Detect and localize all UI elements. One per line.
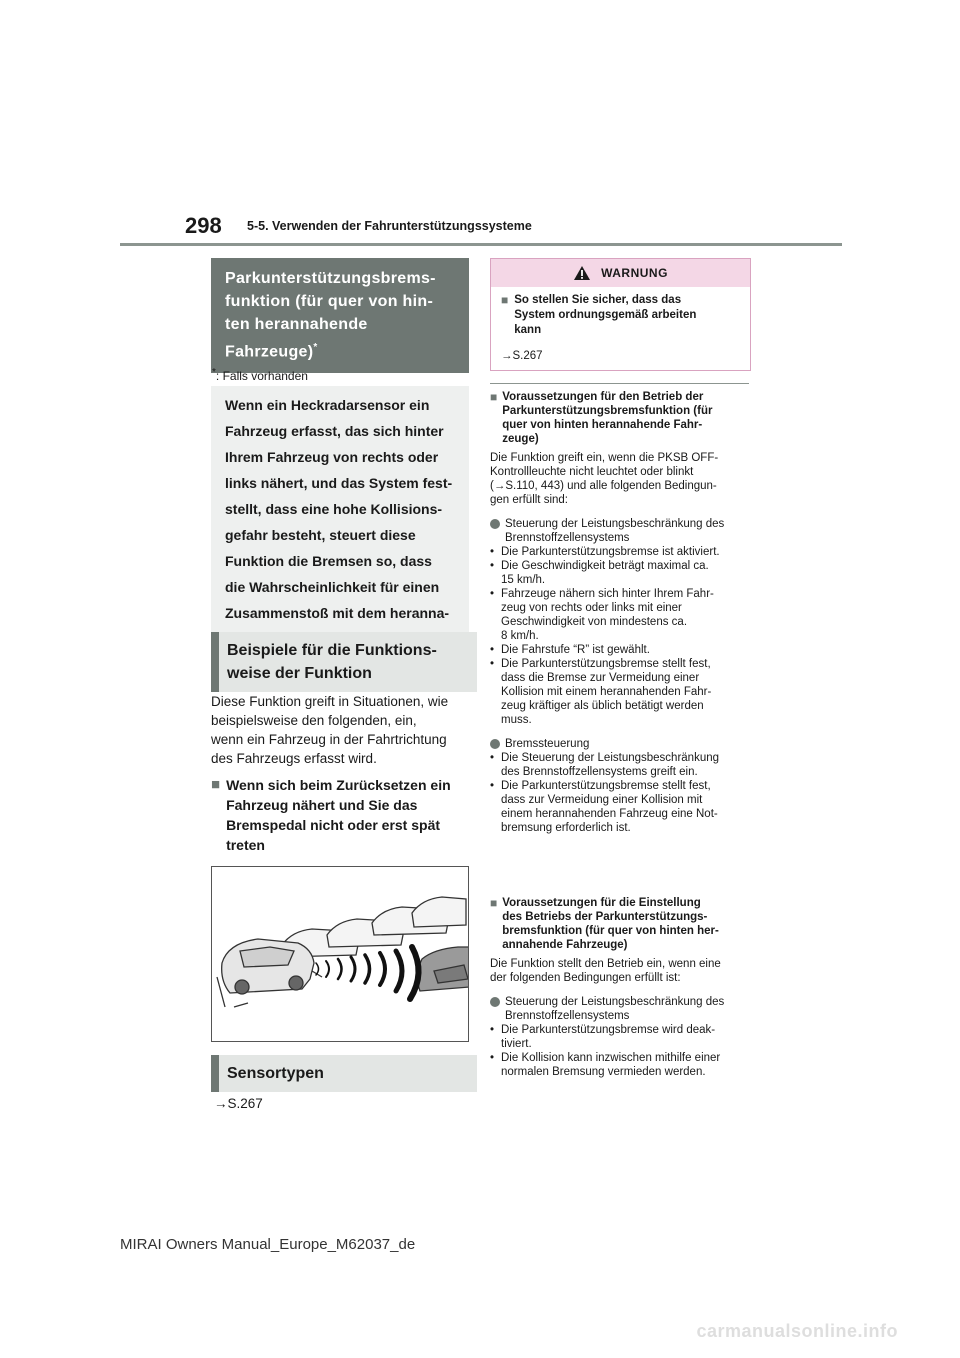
list-item: • Die Fahrstufe “R” ist gewählt. (490, 644, 650, 656)
reversing-subheading: ■ Wenn sich beim Zurücksetzen ein Fahrzeug nähert und Sie das Bremspedal nicht oder erst spät treten (211, 776, 451, 853)
cancel-conditions-heading: ■ Voraussetzungen für die Einstellung des Betriebs der Parkunterstützungs- bremsfunktion (für quer von hinten her- annahende Fahrzeuge) (490, 896, 719, 951)
cancel-conditions-intro: Die Funktion stellt den Betrieb ein, wenn eine der folgenden Bedingungen erfüllt ist: (490, 958, 721, 984)
summary-box: Wenn ein Heckradarsensor ein Fahrzeug erfasst, das sich hinter Ihrem Fahrzeug von rechts oder links nähert, und das System fest- stellt, dass eine hohe Kollisions- gefahr besteht, steuert diese Funktion die Bremsen so, dass die Wahrscheinlichkeit für einen Zusammenstoß mit dem heranna- (211, 386, 469, 660)
footer-manual-id: MIRAI Owners Manual_Europe_M62037_de (120, 1236, 416, 1253)
list-item: • Die Kollision kann inzwischen mithilfe einer normalen Bremsung vermieden werden. (490, 1052, 721, 1078)
condition-list (490, 545, 750, 727)
main-heading-line: Parkunterstützungsbrems- (225, 270, 436, 287)
cancel-conditions (490, 896, 750, 1079)
brake-control-list (490, 751, 750, 835)
header-rule (120, 243, 842, 246)
cancel-condition-list (490, 1023, 750, 1079)
main-heading-line: funktion (für quer von hin- (225, 293, 434, 310)
warning-item: ■ So stellen Sie sicher, dass das System ordnungsgemäß arbeiten kann (501, 293, 697, 336)
square-bullet-icon: ■ (211, 776, 221, 793)
watermark: carmanualsonline.info (696, 1321, 898, 1341)
square-bullet-icon: ■ (490, 390, 498, 404)
main-heading-line: Fahrzeuge)* (225, 342, 318, 361)
warning-header (491, 259, 750, 287)
square-bullet-icon: ■ (490, 896, 498, 910)
list-item: • Die Steuerung der Leistungsbeschränkung des Brennstoffzellensystems greift ein. (490, 752, 720, 778)
operation-conditions-heading: ■ Voraussetzungen für den Betrieb der Parkunterstützungsbremsfunktion (für quer von hinten herannahende Fahr- zeuge) (490, 390, 713, 445)
divider (490, 383, 749, 384)
main-heading (211, 258, 469, 373)
page-number: 298 (185, 213, 222, 238)
list-item: • Die Parkunterstützungsbremse stellt fest, dass zur Vermeidung einer Kollision mit einem herannahenden Fahrzeug eine Not- bremsung erforderlich ist. (490, 780, 718, 834)
warning-title: WARNUNG (601, 266, 668, 280)
list-item: • Die Parkunterstützungsbremse ist aktiviert. (490, 546, 720, 558)
main-heading-line: ten herannahende (225, 316, 368, 333)
asterisk: * (313, 342, 318, 353)
section-title: 5-5. Verwenden der Fahrunterstützungssysteme (247, 219, 532, 233)
round-bullet-icon (490, 739, 500, 749)
sensor-heading: Sensortypen (211, 1055, 477, 1092)
examples-heading: Beispiele für die Funktions- weise der Funktion (211, 632, 477, 692)
operation-conditions-intro: Die Funktion greift ein, wenn die PKSB OFF- Kontrollleuchte nicht leuchtet oder blinkt (→S.110, 443) und alle folgenden Bedingun- gen erfüllt sind: (490, 452, 719, 506)
bullet-power-limitation: Steuerung der Leistungsbeschränkung des Brennstoffzellensystems (490, 995, 750, 1023)
list-item: • Die Parkunterstützungsbremse wird deak- tiviert. (490, 1024, 716, 1050)
operation-conditions (490, 390, 750, 835)
footnote: *: Falls vorhanden (212, 367, 308, 383)
bullet-power-limitation: Steuerung der Leistungsbeschränkung des Brennstoffzellensystems (490, 517, 750, 545)
bullet-brake-control: Bremssteuerung (490, 737, 750, 751)
parking-lot-illustration (212, 867, 468, 1041)
square-bullet-icon: ■ (501, 293, 509, 307)
list-item: • Die Geschwindigkeit beträgt maximal ca. 15 km/h. (490, 560, 709, 586)
sensor-reference: →S.267 (214, 1096, 263, 1111)
parking-illustration (211, 866, 469, 1042)
examples-intro: Diese Funktion greift in Situationen, wie beispielsweise den folgenden, ein, wenn ein Fahrzeug in der Fahrtrichtung des Fahrzeugs erfasst wird. (211, 694, 449, 766)
list-item: • Fahrzeuge nähern sich hinter Ihrem Fahr- zeug von rechts oder links mit einer Geschwindigkeit von mindestens ca. 8 km/h. (490, 588, 714, 642)
warning-triangle-icon (573, 265, 591, 281)
list-item: • Die Parkunterstützungsbremse stellt fest, dass die Bremse zur Vermeidung einer Kollision mit einem herannahenden Fahr- zeug kräftiger als üblich betätigt werden muss. (490, 658, 712, 726)
round-bullet-icon (490, 997, 500, 1007)
warning-reference: →S.267 (501, 350, 543, 362)
round-bullet-icon (490, 519, 500, 529)
warning-box (490, 258, 751, 371)
